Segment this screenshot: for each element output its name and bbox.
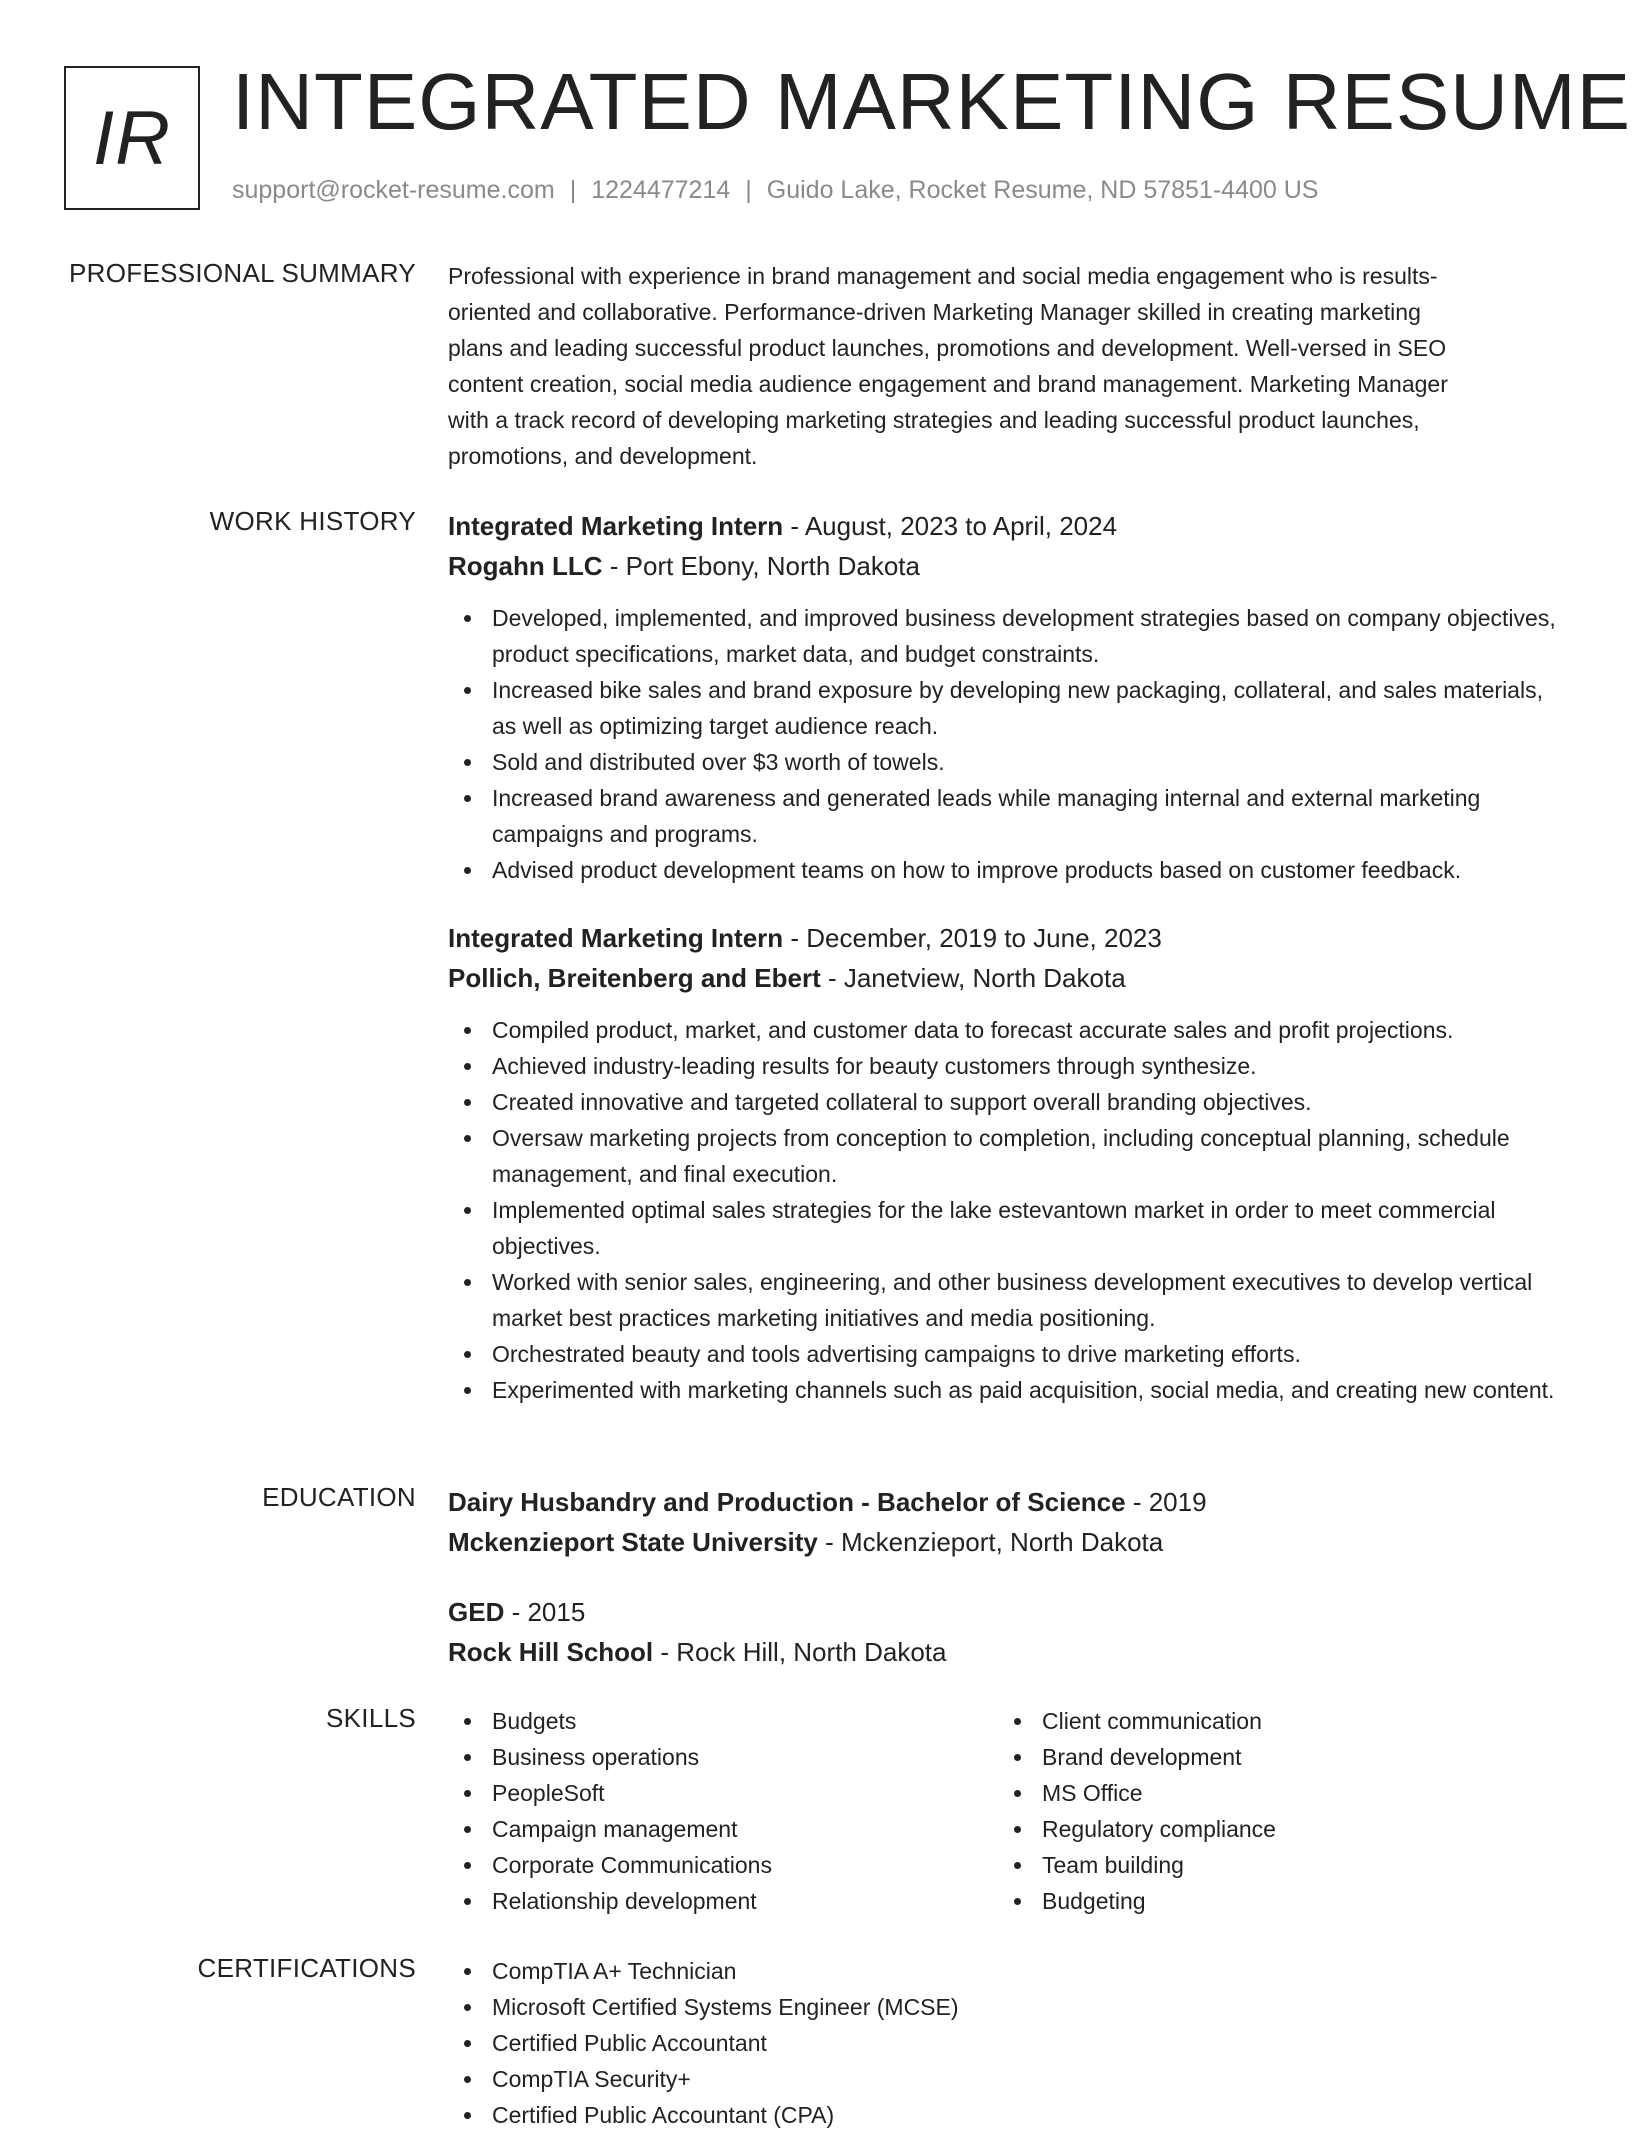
- certification-item: Certified Public Accountant (CPA): [448, 2097, 1568, 2133]
- certification-item: Certified Public Accountant: [448, 2025, 1568, 2061]
- school: Mckenzieport State University: [448, 1527, 818, 1557]
- job-company: Pollich, Breitenberg and Ebert: [448, 963, 821, 993]
- certifications-body: [448, 1953, 1568, 2133]
- school: Rock Hill School: [448, 1637, 654, 1667]
- section-label-work-history: WORK HISTORY: [209, 506, 416, 536]
- section-label-skills: SKILLS: [326, 1703, 416, 1733]
- school-location: - Mckenzieport, North Dakota: [817, 1527, 1164, 1557]
- job-title-line: [448, 918, 1568, 958]
- contact-separator: |: [569, 176, 577, 204]
- degree: Dairy Husbandry and Production - Bachelor of Science: [448, 1487, 1126, 1517]
- school-location: - Rock Hill, North Dakota: [653, 1637, 947, 1667]
- job-title-line: [448, 506, 1568, 546]
- job-dates: - August, 2023 to April, 2024: [783, 511, 1118, 541]
- education-body: [448, 1482, 1568, 1672]
- skill-item: Relationship development: [448, 1883, 998, 1919]
- summary-line: content creation, social media audience engagement and brand management. Marketing Manager: [448, 371, 1448, 397]
- skills-body: [448, 1703, 1568, 1919]
- degree-year: - 2019: [1125, 1487, 1207, 1517]
- job-bullet: Developed, implemented, and improved business development strategies based on company objectives, product specifications, market data, and budget constraints.: [448, 600, 1568, 672]
- skill-item: Team building: [998, 1847, 1548, 1883]
- skill-item: Campaign management: [448, 1811, 998, 1847]
- contact-phone[interactable]: 1224477214: [591, 176, 731, 204]
- job-bullet: Increased bike sales and brand exposure by developing new packaging, collateral, and sales materials, as well as optimizing target audience reach.: [448, 672, 1568, 744]
- degree-line: [448, 1482, 1568, 1522]
- job-location: - Janetview, North Dakota: [820, 963, 1126, 993]
- certification-item: CompTIA A+ Technician: [448, 1953, 1568, 1989]
- skills-list-left: [448, 1703, 998, 1919]
- monogram-text: IR: [93, 95, 171, 181]
- skill-item: Corporate Communications: [448, 1847, 998, 1883]
- job-bullet: Experimented with marketing channels such as paid acquisition, social media, and creating new content.: [448, 1372, 1568, 1408]
- contact-separator: |: [745, 176, 752, 204]
- contact-line: [232, 176, 1318, 205]
- job-bullet: Advised product development teams on how to improve products based on customer feedback.: [448, 852, 1568, 888]
- job-title: Integrated Marketing Intern: [448, 923, 784, 953]
- job-bullet: Created innovative and targeted collateral to support overall branding objectives.: [448, 1084, 1568, 1120]
- certification-item: CompTIA Security+: [448, 2061, 1568, 2097]
- summary-line: plans and leading successful product launches, promotions and development. Well-versed in SEO: [448, 335, 1447, 361]
- skills-grid: [448, 1703, 1568, 1919]
- skill-item: Brand development: [998, 1739, 1548, 1775]
- school-line: [448, 1522, 1568, 1562]
- summary-line: promotions, and development.: [448, 443, 758, 469]
- job-company-line: [448, 958, 1568, 998]
- education-entry: [448, 1592, 1568, 1672]
- section-label-certifications: CERTIFICATIONS: [197, 1953, 416, 1983]
- contact-address: Guido Lake, Rocket Resume, ND 57851-4400 US: [766, 176, 1319, 204]
- job-bullet: Increased brand awareness and generated leads while managing internal and external marketing campaigns and programs.: [448, 780, 1568, 852]
- skill-item: Client communication: [998, 1703, 1548, 1739]
- job-bullet-list: [448, 600, 1568, 888]
- job-bullet: Achieved industry-leading results for beauty customers through synthesize.: [448, 1048, 1568, 1084]
- certification-item: Microsoft Certified Systems Engineer (MCSE): [448, 1989, 1568, 2025]
- skill-item: MS Office: [998, 1775, 1548, 1811]
- skill-item: Regulatory compliance: [998, 1811, 1548, 1847]
- resume-title: INTEGRATED MARKETING RESUME: [232, 57, 1631, 146]
- summary-text: [448, 258, 1568, 474]
- school-line: [448, 1632, 1568, 1672]
- skill-item: PeopleSoft: [448, 1775, 998, 1811]
- skill-item: Business operations: [448, 1739, 998, 1775]
- job-bullet: Worked with senior sales, engineering, and other business development executives to develop vertical market best practices marketing initiatives and media positioning.: [448, 1264, 1568, 1336]
- summary-line: with a track record of developing marketing strategies and leading successful product launches,: [448, 407, 1420, 433]
- skill-item: Budgets: [448, 1703, 998, 1739]
- job-company-line: [448, 546, 1568, 586]
- job-bullet: Compiled product, market, and customer data to forecast accurate sales and profit projections.: [448, 1012, 1568, 1048]
- work-history-body: [448, 506, 1568, 1408]
- monogram-logo: [64, 66, 200, 210]
- job-company: Rogahn LLC: [448, 551, 603, 581]
- job-entry: [448, 918, 1568, 1408]
- education-entry: [448, 1482, 1568, 1562]
- job-location: - Port Ebony, North Dakota: [602, 551, 920, 581]
- section-label-summary: PROFESSIONAL SUMMARY: [69, 258, 416, 288]
- skills-list-right: [998, 1703, 1548, 1919]
- skill-item: Budgeting: [998, 1883, 1548, 1919]
- degree-line: [448, 1592, 1568, 1632]
- degree-year: - 2015: [504, 1597, 586, 1627]
- job-bullet: Oversaw marketing projects from conception to completion, including conceptual planning, schedule management, and final execution.: [448, 1120, 1568, 1192]
- job-entry: [448, 506, 1568, 888]
- job-dates: - December, 2019 to June, 2023: [783, 923, 1162, 953]
- job-bullet: Orchestrated beauty and tools advertising campaigns to drive marketing efforts.: [448, 1336, 1568, 1372]
- job-bullet: Sold and distributed over $3 worth of towels.: [448, 744, 1568, 780]
- degree: GED: [448, 1597, 505, 1627]
- summary-line: Professional with experience in brand management and social media engagement who is results-: [448, 263, 1438, 289]
- contact-email[interactable]: support@rocket-resume.com: [232, 176, 555, 204]
- section-label-education: EDUCATION: [262, 1482, 416, 1512]
- job-bullet: Implemented optimal sales strategies for the lake estevantown market in order to meet commercial objectives.: [448, 1192, 1568, 1264]
- certifications-list: [448, 1953, 1568, 2133]
- job-bullet-list: [448, 1012, 1568, 1408]
- summary-line: oriented and collaborative. Performance-driven Marketing Manager skilled in creating marketing: [448, 299, 1421, 325]
- job-title: Integrated Marketing Intern: [448, 511, 784, 541]
